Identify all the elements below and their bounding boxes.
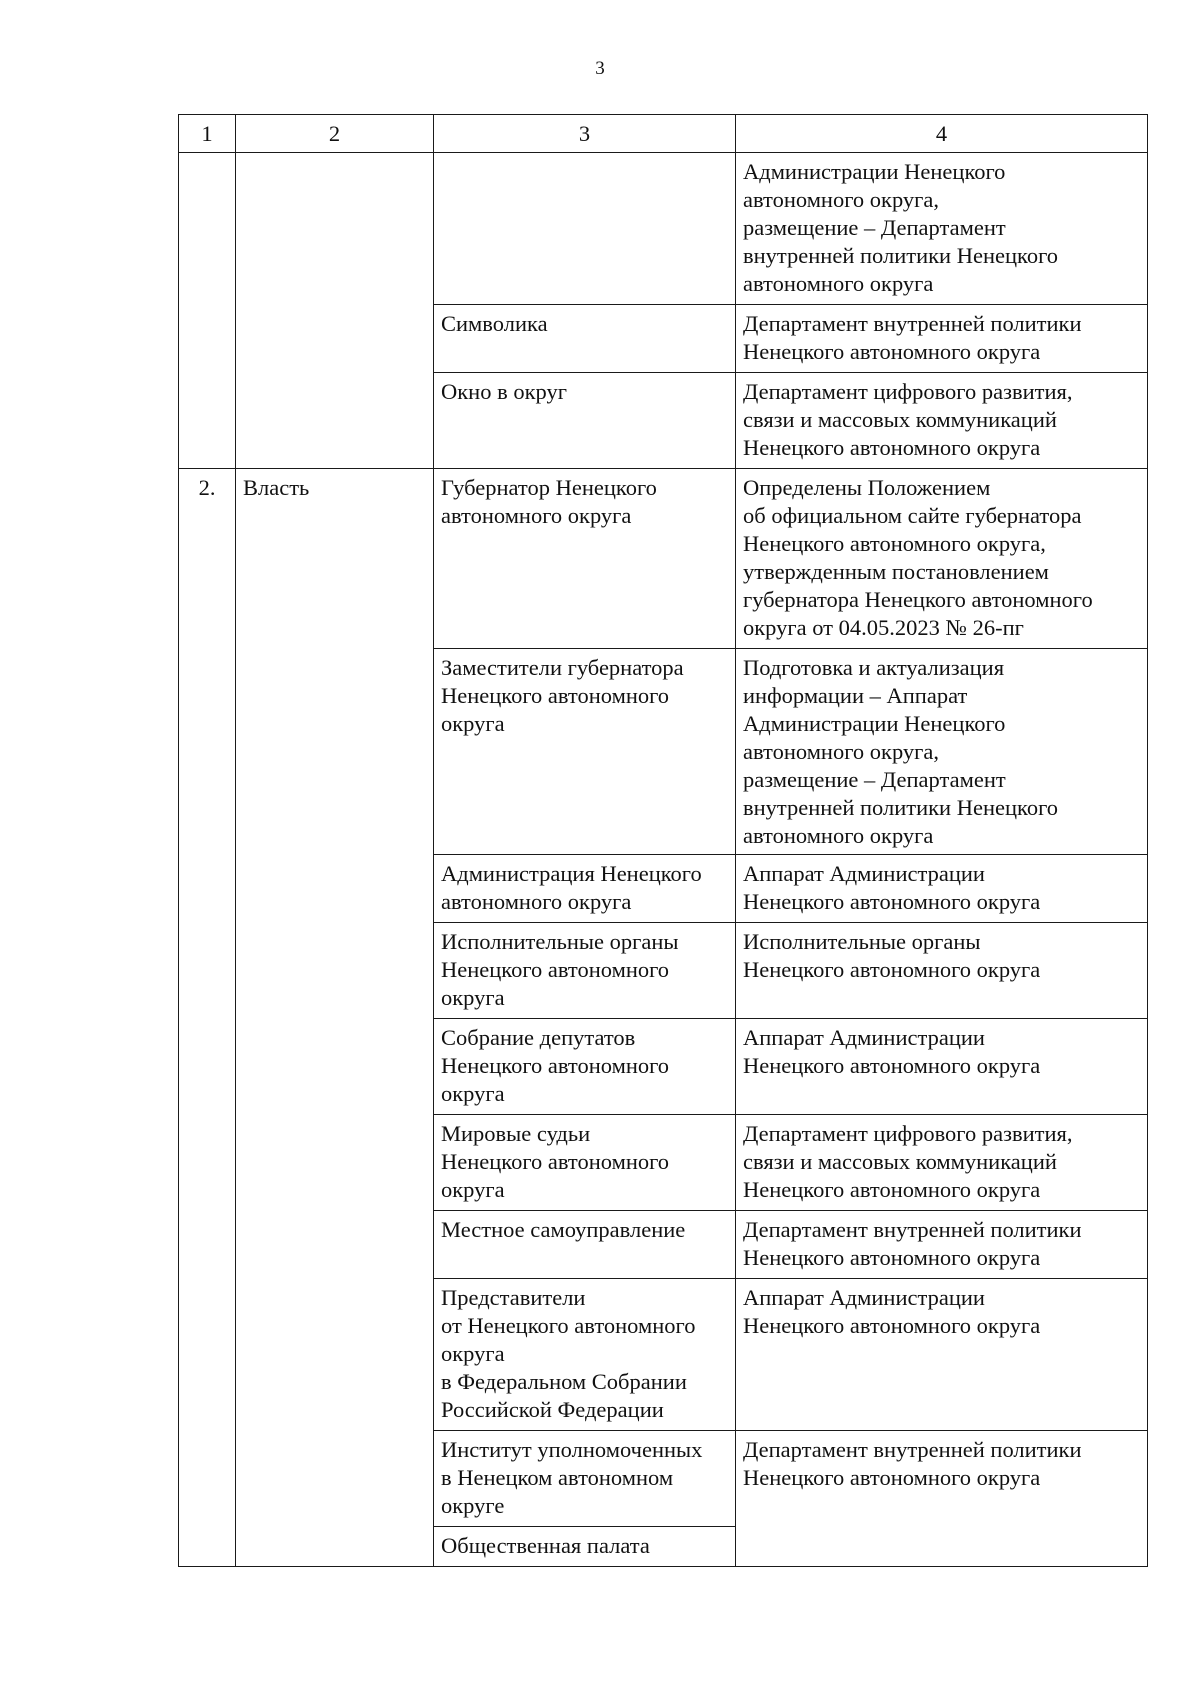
row-col4: Аппарат Администрации Ненецкого автономного округа (736, 1279, 1148, 1431)
header-cell-1: 1 (179, 115, 236, 153)
row-col3: Губернатор Ненецкого автономного округа (434, 469, 736, 649)
row-col3: Заместители губернатора Ненецкого автономного округа (434, 649, 736, 855)
section-1-number-cell (179, 153, 236, 469)
section-2-name: Власть (236, 469, 434, 1567)
row-col3: Символика (434, 305, 736, 373)
row-col4: Администрации Ненецкого автономного округа, размещение – Департамент внутренней политики Ненецкого автономного округа (736, 153, 1148, 305)
row-col3-empty (434, 153, 736, 305)
row-col3: Окно в округ (434, 373, 736, 469)
row-col4: Аппарат Администрации Ненецкого автономного округа (736, 1019, 1148, 1115)
header-cell-3: 3 (434, 115, 736, 153)
header-cell-2: 2 (236, 115, 434, 153)
row-col4: Исполнительные органы Ненецкого автономного округа (736, 923, 1148, 1019)
row-col3: Исполнительные органы Ненецкого автономного округа (434, 923, 736, 1019)
row-col3: Администрация Ненецкого автономного округа (434, 855, 736, 923)
row-col3: Собрание депутатов Ненецкого автономного округа (434, 1019, 736, 1115)
page-number: 3 (595, 58, 605, 79)
row-col4: Департамент цифрового развития, связи и массовых коммуникаций Ненецкого автономного округа (736, 373, 1148, 469)
section-2-number: 2. (179, 469, 236, 1567)
table-row (179, 153, 1148, 305)
row-col4: Департамент цифрового развития, связи и массовых коммуникаций Ненецкого автономного округа (736, 1115, 1148, 1211)
row-col4: Аппарат Администрации Ненецкого автономного округа (736, 855, 1148, 923)
row-col4: Департамент внутренней политики Ненецкого автономного округа (736, 305, 1148, 373)
row-col3: Институт уполномоченных в Ненецком автономном округе (434, 1431, 736, 1527)
row-col3: Представители от Ненецкого автономного округа в Федеральном Собрании Российской Федерации (434, 1279, 736, 1431)
header-cell-4: 4 (736, 115, 1148, 153)
table-row (179, 469, 1148, 649)
row-col4: Департамент внутренней политики Ненецкого автономного округа (736, 1211, 1148, 1279)
row-col4: Департамент внутренней политики Ненецкого автономного округа (736, 1431, 1148, 1567)
row-col4: Подготовка и актуализация информации – Аппарат Администрации Ненецкого автономного округа, размещение – Департамент внутренней политики Ненецкого автономного округа (736, 649, 1148, 855)
row-col3: Местное самоуправление (434, 1211, 736, 1279)
row-col3: Общественная палата (434, 1527, 736, 1567)
content-table (178, 114, 1148, 1567)
section-1-name-cell (236, 153, 434, 469)
row-col3: Мировые судьи Ненецкого автономного округа (434, 1115, 736, 1211)
row-col4: Определены Положением об официальном сайте губернатора Ненецкого автономного округа, утвержденным постановлением губернатора Ненецкого автономного округа от 04.05.2023 № 26-пг (736, 469, 1148, 649)
table-header-row (179, 115, 1148, 153)
